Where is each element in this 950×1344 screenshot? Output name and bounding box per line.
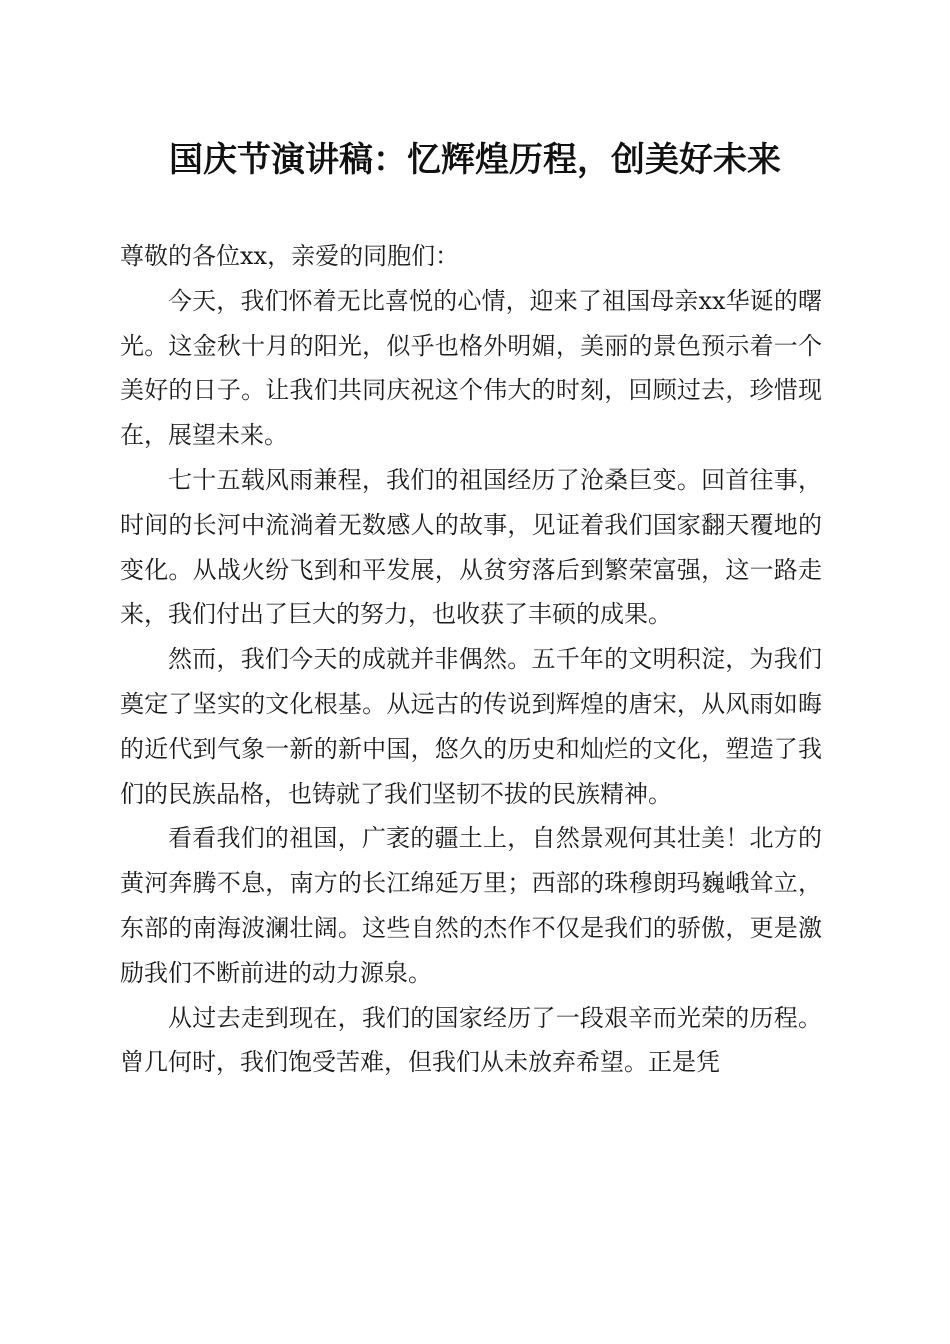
salutation: 尊敬的各位xx，亲爱的同胞们： — [120, 242, 460, 270]
paragraph-5: 从过去走到现在，我们的国家经历了一段艰辛而光荣的历程。曾几何时，我们饱受苦难，但我们从未放弃希望。正是凭 — [120, 1003, 822, 1077]
document-title: 国庆节演讲稿：忆辉煌历程，创美好未来 — [169, 140, 781, 180]
paragraph-1: 今天，我们怀着无比喜悦的心情，迎来了祖国母亲xx华诞的曙光。这金秋十月的阳光，似乎也格外明媚，美丽的景色预示着一个美好的日子。让我们共同庆祝这个伟大的时刻，回顾过去，珍惜现在，展望未来。 — [120, 286, 822, 450]
paragraph-4: 看看我们的祖国，广袤的疆土上，自然景观何其壮美！北方的黄河奔腾不息，南方的长江绵延万里；西部的珠穆朗玛巍峨耸立，东部的南海波澜壮阔。这些自然的杰作不仅是我们的骄傲，更是激励我们不断前进的动力源泉。 — [120, 824, 822, 987]
paragraph-2: 七十五载风雨兼程，我们的祖国经历了沧桑巨变。回首往事，时间的长河中流淌着无数感人的故事，见证着我们国家翻天覆地的变化。从战火纷飞到和平发展，从贫穷落后到繁荣富强，这一路走来，我们付出了巨大的努力，也收获了丰硕的成果。 — [120, 465, 822, 629]
document-body — [120, 234, 822, 1085]
paragraph-3: 然而，我们今天的成就并非偶然。五千年的文明积淀，为我们奠定了坚实的文化根基。从远古的传说到辉煌的唐宋，从风雨如晦的近代到气象一新的新中国，悠久的历史和灿烂的文化，塑造了我们的民族品格，也铸就了我们坚韧不拔的民族精神。 — [120, 645, 822, 808]
